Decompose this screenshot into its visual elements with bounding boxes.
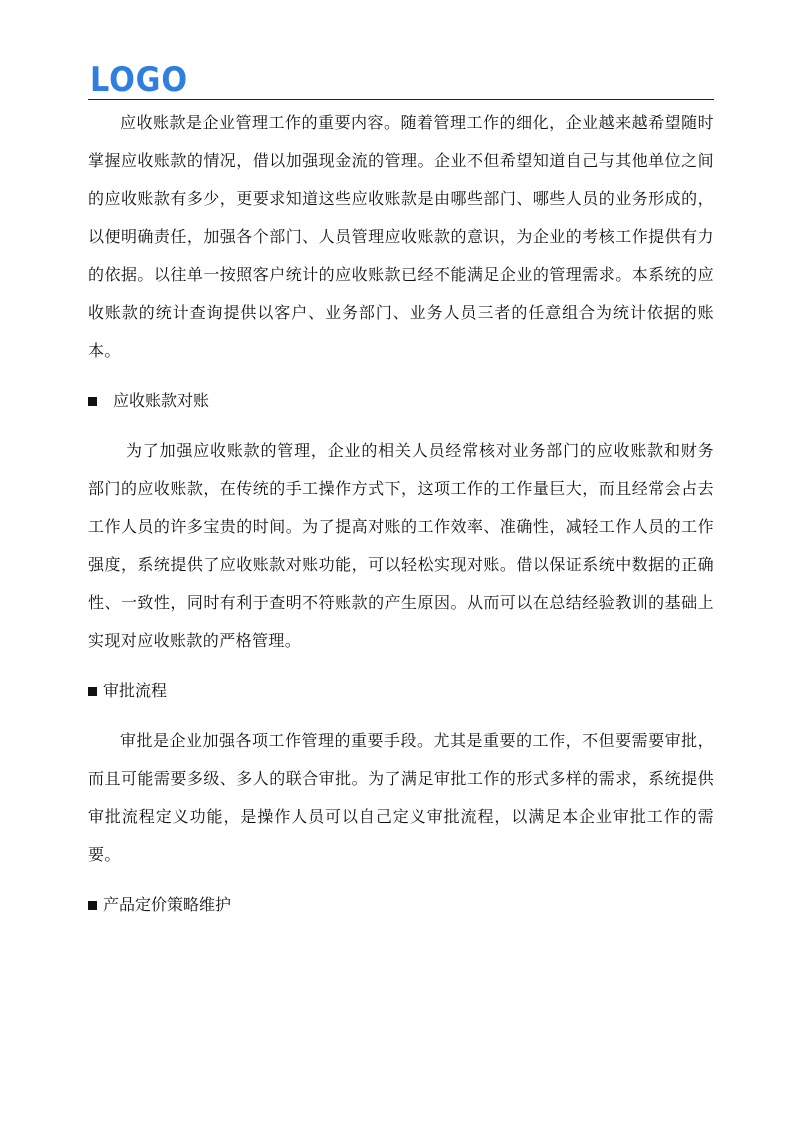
reconciliation-heading bbox=[88, 382, 714, 420]
logo bbox=[90, 62, 190, 94]
pricing-heading bbox=[88, 886, 714, 924]
approval-heading-text: 审批流程 bbox=[103, 681, 168, 700]
header-divider bbox=[88, 99, 714, 100]
intro-paragraph: 应收账款是企业管理工作的重要内容。随着管理工作的细化，企业越来越希望随时掌握应收账款的情况，借以加强现金流的管理。企业不但希望知道自己与其他单位之间的应收账款有多少，更要求知道这些应收账款是由哪些部门、哪些人员的业务形成的，以便明确责任，加强各个部门、人员管理应收账款的意识，为企业的考核工作提供有力的依据。以往单一按照客户统计的应收账款已经不能满足企业的管理需求。本系统的应收账款的统计查询提供以客户、业务部门、业务人员三者的任意组合为统计依据的账本。 bbox=[88, 113, 714, 360]
logo-text: LOGO bbox=[90, 62, 188, 94]
square-bullet-icon bbox=[88, 397, 97, 406]
pricing-heading-text: 产品定价策略维护 bbox=[103, 895, 232, 914]
approval-paragraph: 审批是企业加强各项工作管理的重要手段。尤其是重要的工作，不但要需要审批，而且可能需要多级、多人的联合审批。为了满足审批工作的形式多样的需求，系统提供审批流程定义功能，是操作人员可以自己定义审批流程，以满足本企业审批工作的需要。 bbox=[88, 731, 714, 864]
approval-heading bbox=[88, 672, 714, 710]
square-bullet-icon bbox=[88, 901, 97, 910]
reconciliation-heading-text: 应收账款对账 bbox=[113, 391, 210, 410]
square-bullet-icon bbox=[88, 687, 97, 696]
reconciliation-paragraph: 为了加强应收账款的管理，企业的相关人员经常核对业务部门的应收账款和财务部门的应收账款，在传统的手工操作方式下，这项工作的工作量巨大，而且经常会占去工作人员的许多宝贵的时间。为了提高对账的工作效率、准确性，减轻工作人员的工作强度，系统提供了应收账款对账功能，可以轻松实现对账。借以保证系统中数据的正确性、一致性，同时有利于查明不符账款的产生原因。从而可以在总结经验教训的基础上实现对应收账款的严格管理。 bbox=[88, 441, 714, 650]
document-body bbox=[88, 104, 714, 924]
